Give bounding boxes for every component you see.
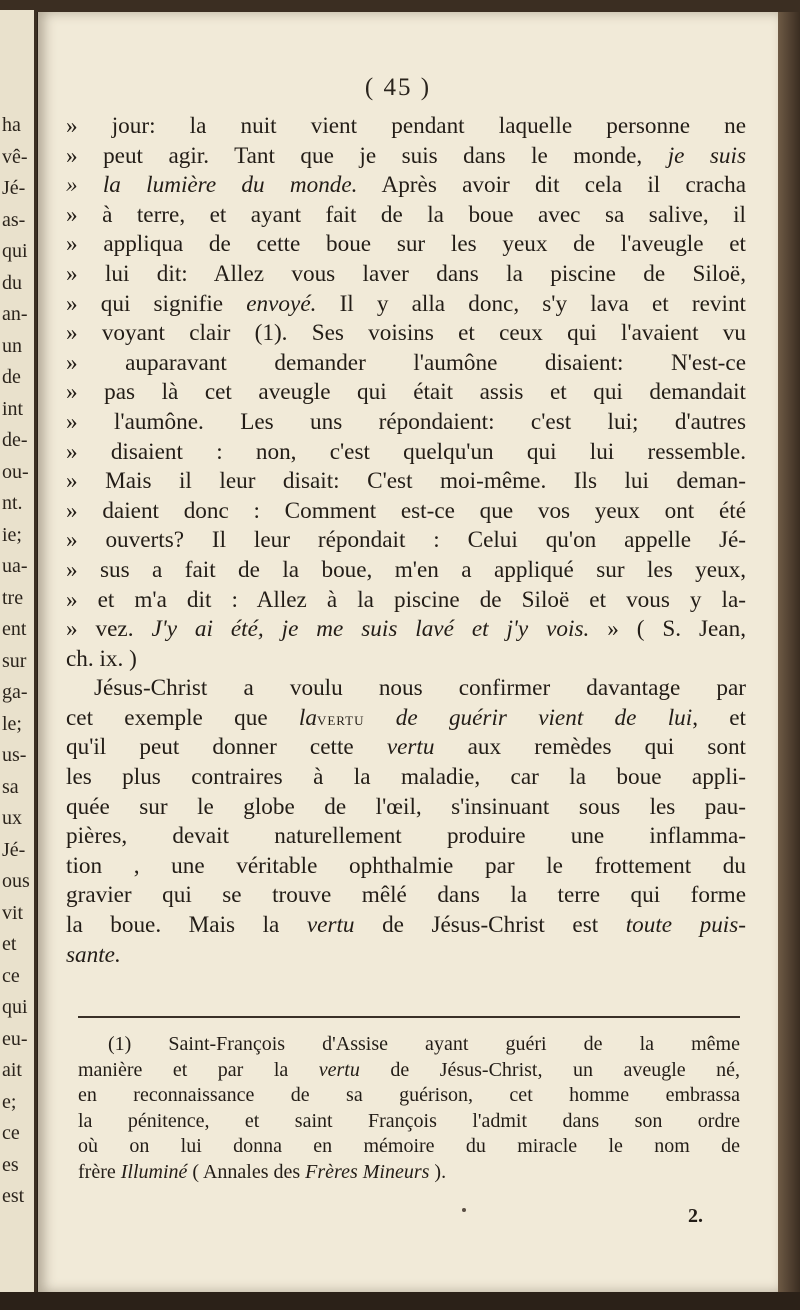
text-line xyxy=(78,1032,740,1058)
text-line xyxy=(66,704,746,734)
text-line xyxy=(66,911,746,941)
line-text: » disaient : non, c'est quelqu'un qui lui ressemble. xyxy=(66,438,746,465)
left-page-fragment: e; xyxy=(2,1090,17,1113)
left-page-fragment: es xyxy=(2,1153,19,1176)
text-line xyxy=(66,497,746,527)
line-text: de Jésus-Christ est xyxy=(354,912,626,939)
left-page-fragment: ux xyxy=(2,807,22,829)
italic-text: J'y ai été, je me suis lavé et j'y vois. xyxy=(151,616,590,643)
text-line xyxy=(66,852,746,882)
text-line xyxy=(66,615,746,645)
line-text: ch. ix. ) xyxy=(66,645,137,672)
line-text: Après avoir dit cela il cracha xyxy=(357,172,746,199)
line-text: la pénitence, et saint François l'admit dans son ordre xyxy=(78,1109,740,1132)
text-line xyxy=(66,645,746,675)
line-text: » et m'a dit : Allez à la piscine de Siloë et vous y la- xyxy=(66,586,746,613)
line-text: (1) Saint-François d'Assise ayant guéri de la même xyxy=(108,1033,740,1055)
line-text: frère xyxy=(78,1160,121,1183)
left-page-fragment: Jé- xyxy=(2,838,26,861)
line-text: » sus a fait de la boue, m'en a appliqué sur les yeux, xyxy=(66,556,746,583)
text-line xyxy=(78,1058,740,1084)
text-line xyxy=(66,763,746,793)
text-line xyxy=(66,467,746,497)
line-text: » auparavant demander l'aumône disaient: N'est-ce xyxy=(66,349,746,376)
line-text: qu'il peut donner cette xyxy=(66,734,387,761)
text-line xyxy=(66,319,746,349)
line-text: les plus contraires à la maladie, car la boue appli- xyxy=(66,764,746,791)
text-line xyxy=(78,1160,740,1186)
left-facing-page-fragment xyxy=(0,10,37,1295)
left-page-fragment: ous xyxy=(2,870,30,892)
left-page-fragment: int xyxy=(2,397,24,420)
italic-text: vertu xyxy=(386,734,435,761)
ink-dot xyxy=(462,1208,466,1212)
left-page-fragment: ce xyxy=(2,1122,20,1144)
left-page-fragment: de xyxy=(2,366,21,388)
italic-text: je suis xyxy=(667,142,746,169)
line-text: , et xyxy=(692,704,746,731)
text-line xyxy=(66,586,746,616)
text-line xyxy=(66,822,746,852)
line-text: » à terre, et ayant fait de la boue avec sa salive, il xyxy=(66,201,746,228)
line-text: la boue. Mais la xyxy=(66,912,307,939)
left-page-fragment: un xyxy=(2,334,22,357)
left-page-fragment: et xyxy=(2,933,17,955)
book-page xyxy=(38,12,778,1292)
footnote xyxy=(78,1032,740,1185)
left-page-fragment: tre xyxy=(2,586,24,609)
italic-text: la xyxy=(298,704,317,731)
left-page-fragment: an- xyxy=(2,303,28,325)
line-text: » lui dit: Allez vous laver dans la piscine de Siloë, xyxy=(66,260,746,287)
small-caps-text: vertu xyxy=(316,708,365,730)
text-line xyxy=(66,378,746,408)
text-line xyxy=(66,230,746,260)
text-line xyxy=(66,793,746,823)
left-page-fragment: vê- xyxy=(2,145,28,168)
left-page-fragment: ce xyxy=(2,964,20,987)
left-page-fragment: le; xyxy=(2,712,22,735)
text-line xyxy=(66,556,746,586)
left-page-fragment: nt. xyxy=(2,492,23,514)
italic-text: toute puis- xyxy=(625,912,746,939)
left-page-fragment: ua- xyxy=(2,555,28,577)
line-text: aux remèdes qui sont xyxy=(434,734,746,761)
line-text: quée sur le globe de l'œil, s'insinuant sous les pau- xyxy=(66,793,746,820)
line-text: tion , une véritable ophthalmie par le frottement du xyxy=(66,852,746,879)
line-text: » qui signifie xyxy=(66,290,247,317)
italic-text: » la lumière du monde. xyxy=(66,172,358,199)
text-line xyxy=(66,941,746,971)
left-page-fragment: de- xyxy=(2,429,28,451)
line-text: » appliqua de cette boue sur les yeux de l'aveugle et xyxy=(66,231,746,258)
left-page-fragment: du xyxy=(2,271,22,294)
line-text: » pas là cet aveugle qui était assis et qui demandait xyxy=(66,379,746,406)
line-text: » daient donc : Comment est-ce que vos yeux ont été xyxy=(66,497,746,524)
left-page-fragment: sa xyxy=(2,775,19,798)
text-line xyxy=(78,1083,740,1109)
line-text: cet exemple que xyxy=(66,704,299,731)
top-edge xyxy=(0,0,800,12)
left-page-fragment: Jé- xyxy=(2,177,26,199)
italic-text: de guérir vient de lui xyxy=(364,704,693,731)
left-page-fragment: est xyxy=(2,1185,25,1207)
text-line xyxy=(66,171,746,201)
line-text: Il y alla donc, s'y lava et revint xyxy=(316,290,746,317)
line-text: » Mais il leur disait: C'est moi-même. Ils lui deman- xyxy=(66,468,746,495)
text-line xyxy=(78,1134,740,1160)
line-text: ( Annales des xyxy=(187,1160,306,1183)
left-page-fragment: eu- xyxy=(2,1027,28,1050)
text-line xyxy=(66,733,746,763)
text-line xyxy=(66,408,746,438)
text-line xyxy=(66,674,746,704)
line-text: » ( S. Jean, xyxy=(589,616,746,643)
left-page-fragment: ait xyxy=(2,1059,22,1081)
bottom-edge xyxy=(0,1292,800,1310)
italic-text: vertu xyxy=(306,912,355,939)
left-page-fragment: ga- xyxy=(2,681,28,703)
left-page-fragment: qui xyxy=(2,996,28,1018)
left-page-fragment: vit xyxy=(2,901,24,924)
italic-text: Illuminé xyxy=(120,1160,188,1183)
left-page-fragment: qui xyxy=(2,240,28,262)
italic-text: sante. xyxy=(66,941,121,968)
text-line xyxy=(66,526,746,556)
text-line xyxy=(66,290,746,320)
line-text: de Jésus-Christ, un aveugle né, xyxy=(359,1058,740,1081)
italic-text: Frères Mineurs xyxy=(305,1160,430,1183)
text-line xyxy=(66,260,746,290)
line-text: » voyant clair (1). Ses voisins et ceux qui l'avaient vu xyxy=(66,320,746,347)
italic-text: envoyé. xyxy=(246,290,317,317)
page-edge xyxy=(778,12,800,1292)
line-text: » vez. xyxy=(66,616,152,643)
footnote-separator xyxy=(78,1016,740,1018)
text-line xyxy=(66,142,746,172)
line-text: Jésus-Christ a voulu nous confirmer davantage par xyxy=(94,675,746,702)
left-page-fragment: ie; xyxy=(2,523,22,546)
body-text xyxy=(66,112,746,970)
line-text: ). xyxy=(429,1160,447,1183)
left-page-fragment: ent xyxy=(2,618,27,640)
left-page-fragment: ha xyxy=(2,114,21,136)
text-line xyxy=(66,438,746,468)
line-text: » ouverts? Il leur répondait : Celui qu'on appelle Jé- xyxy=(66,527,746,554)
line-text: gravier qui se trouve mêlé dans la terre qui forme xyxy=(66,882,746,909)
italic-text: vertu xyxy=(318,1058,360,1081)
left-page-fragment: as- xyxy=(2,208,26,231)
line-text: » l'aumône. Les uns répondaient: c'est lui; d'autres xyxy=(66,408,746,435)
line-text: où on lui donna en mémoire du miracle le nom de xyxy=(78,1135,740,1157)
text-line xyxy=(66,349,746,379)
line-text: manière et par la xyxy=(78,1058,319,1081)
signature-mark: 2. xyxy=(688,1205,703,1227)
text-line xyxy=(66,112,746,142)
text-line xyxy=(66,881,746,911)
left-page-fragment: us- xyxy=(2,744,27,766)
line-text: en reconnaissance de sa guérison, cet homme embrassa xyxy=(78,1084,740,1106)
line-text: » peut agir. Tant que je suis dans le monde, xyxy=(66,142,668,169)
left-page-fragment: sur xyxy=(2,649,27,672)
text-line xyxy=(66,201,746,231)
page-number: ( 45 ) xyxy=(364,74,432,101)
line-text: » jour: la nuit vient pendant laquelle personne ne xyxy=(66,113,746,139)
text-line xyxy=(78,1109,740,1135)
line-text: pières, devait naturellement produire une inflamma- xyxy=(66,823,746,850)
left-page-fragment: ou- xyxy=(2,460,29,483)
